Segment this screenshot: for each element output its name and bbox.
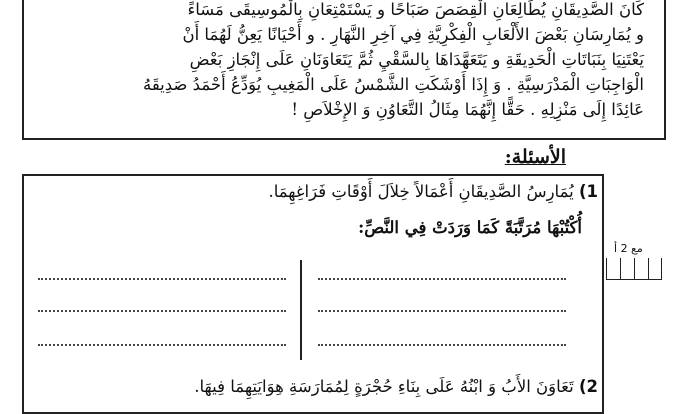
answer-line-left-1[interactable] xyxy=(38,278,286,280)
answer-line-right-2[interactable] xyxy=(318,310,566,312)
answer-divider xyxy=(300,260,302,360)
question-2-number: 2) xyxy=(578,377,598,396)
question-2-text: تَعَاوَنَ الأَبُ وَ ابْنُهُ عَلَى بِنَاءِ حُجْرَةٍ لِمُمَارَسَةِ هِوَايَتِهِمَا فِيهَا. xyxy=(194,377,574,396)
passage-line-1: كَانَ الصَّدِيقَانِ يُطَالِعَانِ الْقِصَصَ صَبَاحًا و يَسْتَمْتِعَانِ بِالْمُوسِيقَى مَسَاءً xyxy=(187,0,644,19)
question-1 xyxy=(269,182,599,201)
grading-label: مع 2 أ xyxy=(614,242,643,255)
answer-line-right-1[interactable] xyxy=(318,278,566,280)
grading-box xyxy=(606,258,662,280)
passage-line-3: يَعْتَنِيَا بِنَبَاتَاتِ الْحَدِيقَةِ و يَتَعَهَّدَاهَا بِالسَّقْيِ ثُمَّ يَتَعَاوَنَانِ عَلَى إِنْجَازِ بَعْضِ xyxy=(189,50,644,69)
passage-line-4: الْوَاجِبَاتِ الْمَدْرَسِيَّةِ . وَ إِذَا أَوْشَكَتِ الشَّمْسُ عَلَى الْمَغِيبِ يُوَدِّعُ أَحْمَدُ صَدِيقَهُ xyxy=(142,75,644,94)
answer-line-left-3[interactable] xyxy=(38,344,286,346)
question-1-number: 1) xyxy=(578,182,598,201)
answer-line-left-2[interactable] xyxy=(38,310,286,312)
instruction: أُكْتُبْهَا مُرَتَّبَةً كَمَا وَرَدَتْ فِي النَّصِّ: xyxy=(358,218,582,237)
question-2 xyxy=(194,377,598,396)
passage-line-2: و يُمَارِسَانِ بَعْضَ الأَلْعَابِ الْفِكْرِيَّةِ فِي آخِرِ النَّهَارِ . و أَحْيَانًا يَعِنُّ لَهُمَا أَنْ xyxy=(182,25,644,44)
answer-line-right-3[interactable] xyxy=(318,344,566,346)
question-1-text: يُمَارِسُ الصَّدِيقَانِ أَعْمَالاً خِلاَلَ أَوْقَاتِ فَرَاغِهِمَا. xyxy=(268,182,574,201)
passage-line-5: عَائِدًا إِلَى مَنْزِلِهِ . حَقًّا إِنَّهُمَا مِثَالُ التَّعَاوُنِ وَ الإِخْلاَصِ ! xyxy=(291,100,644,119)
questions-title: الأسئلة: xyxy=(504,146,566,168)
